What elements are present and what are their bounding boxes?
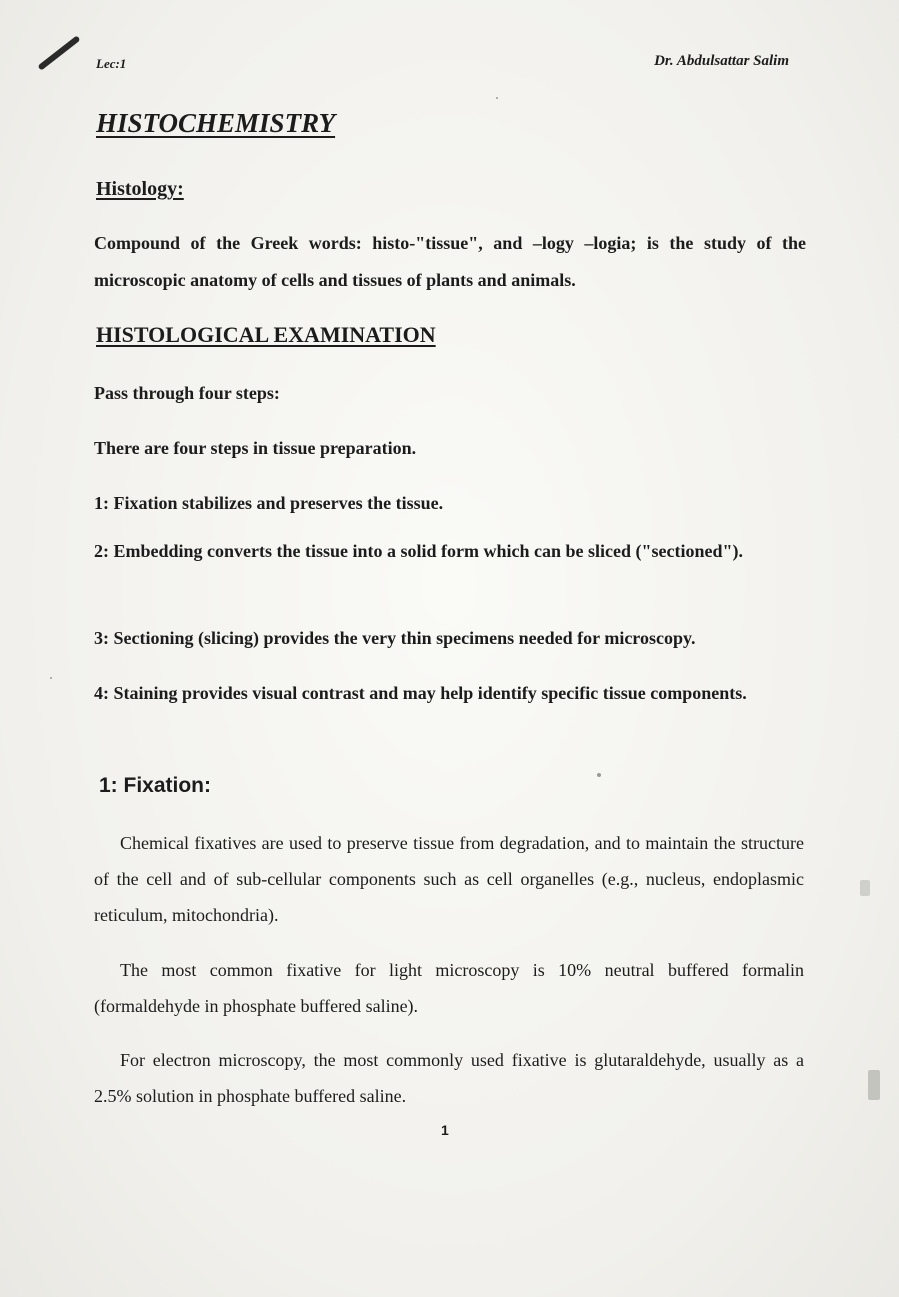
fixation-paragraph-2: The most common fixative for light microscopy is 10% neutral buffered formalin (formaldehyde in phosphate buffered saline). — [94, 960, 804, 1016]
step-1: 1: Fixation stabilizes and preserves the tissue. — [94, 493, 444, 513]
lecture-number: Lec:1 — [96, 56, 127, 71]
fixation-heading: 1: Fixation: — [99, 774, 212, 797]
scan-speck — [597, 773, 601, 777]
page-number: 1 — [441, 1122, 449, 1138]
step-3: 3: Sectioning (slicing) provides the very thin specimens needed for microscopy. — [94, 628, 696, 648]
examination-intro: Pass through four steps: — [94, 383, 280, 403]
examination-heading: HISTOLOGICAL EXAMINATION — [96, 322, 436, 347]
step-2: 2: Embedding converts the tissue into a solid form which can be sliced ("sectioned"). — [94, 541, 743, 561]
fixation-paragraph-3: For electron microscopy, the most commonly used fixative is glutaraldehyde, usually as a 2.5% solution in phosphate buffered saline. — [94, 1050, 804, 1106]
scan-speck — [868, 1070, 880, 1100]
histology-heading: Histology: — [96, 178, 184, 200]
author-name: Dr. Abdulsattar Salim — [654, 53, 789, 69]
step-4: 4: Staining provides visual contrast and may help identify specific tissue components. — [94, 683, 747, 703]
page-title: HISTOCHEMISTRY — [96, 108, 336, 138]
scan-speck — [496, 97, 498, 99]
scan-speck — [860, 880, 870, 896]
pen-stroke-mark — [37, 35, 80, 71]
fixation-paragraph-1: Chemical fixatives are used to preserve tissue from degradation, and to maintain the structure of the cell and of sub-cellular components such as cell organelles (e.g., nucleus, endoplasmic reticulum, mitochondria). — [94, 833, 804, 925]
examination-summary: There are four steps in tissue preparation. — [94, 438, 417, 458]
scan-speck — [50, 677, 52, 679]
histology-definition: Compound of the Greek words: histo-"tissue", and –logy –logia; is the study of the microscopic anatomy of cells and tissues of plants and animals. — [94, 233, 806, 290]
